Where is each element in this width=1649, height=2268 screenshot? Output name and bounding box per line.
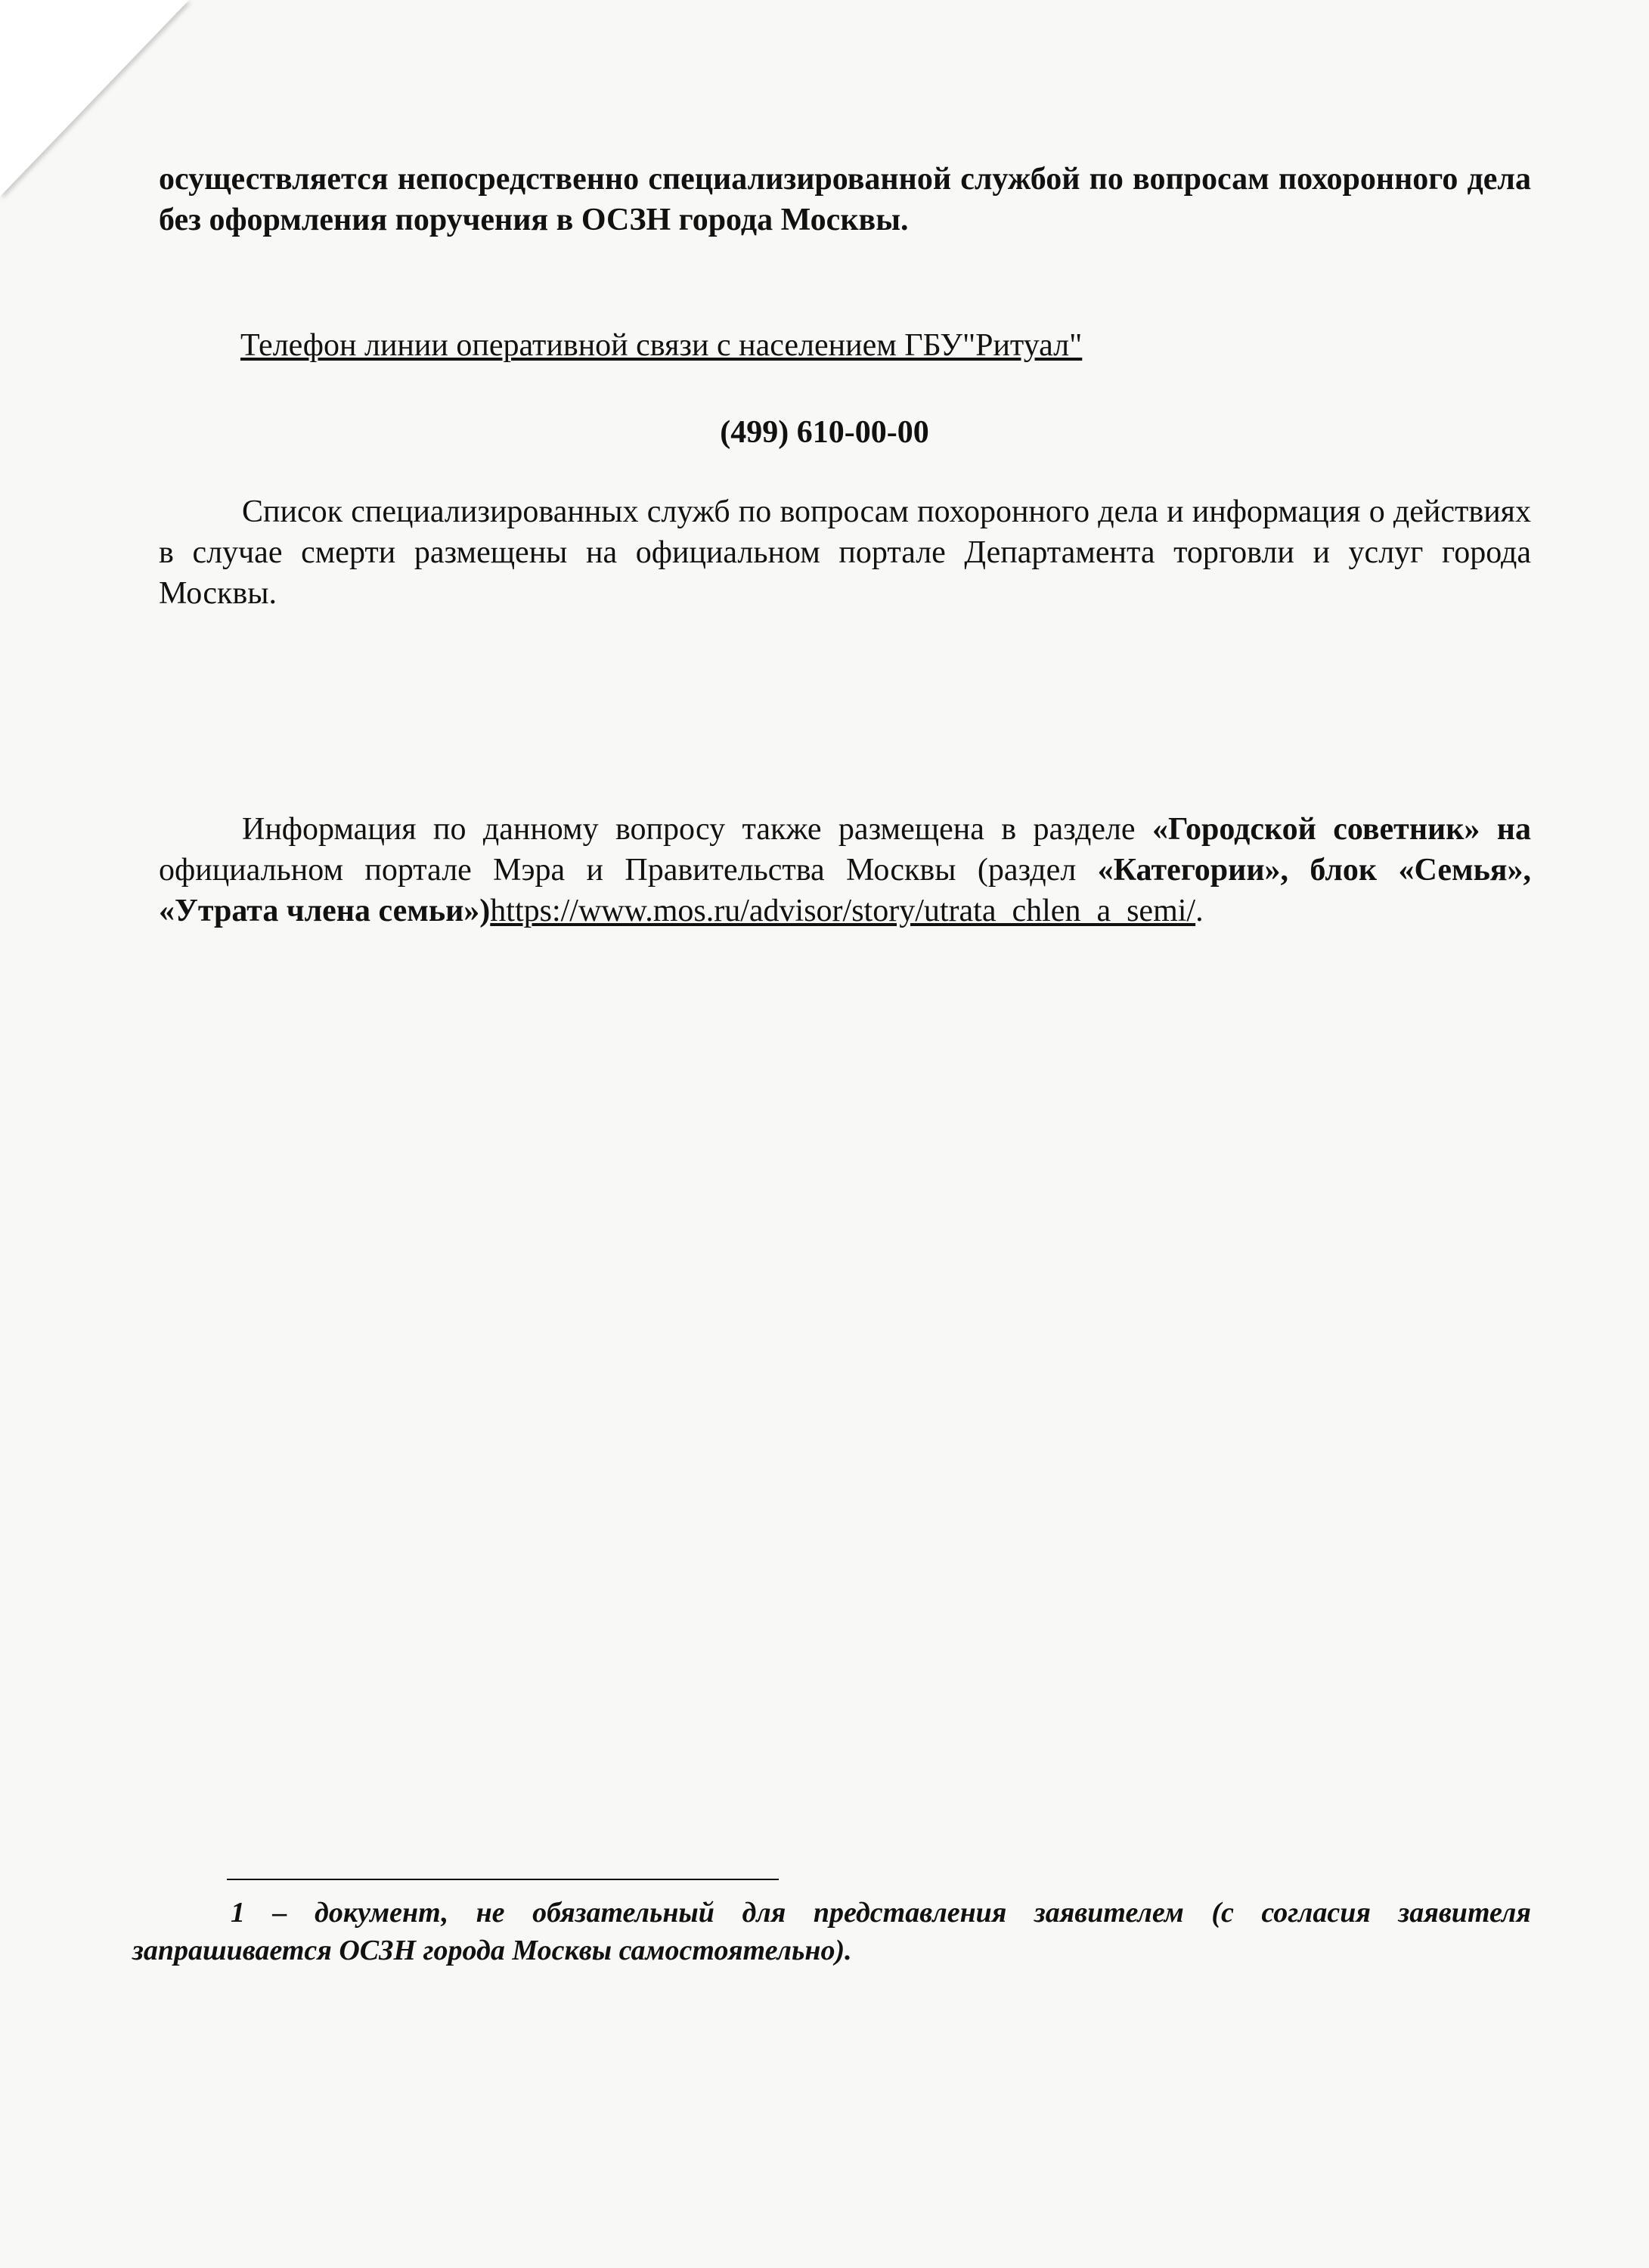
services-paragraph xyxy=(159,491,1531,614)
info-lead: Информация по данному вопросу также размещена в разделе xyxy=(242,812,1152,847)
phone-label: Телефон линии оперативной связи с населением ГБУ"Ритуал" xyxy=(240,328,1083,363)
intro-paragraph xyxy=(159,159,1531,240)
info-text xyxy=(159,809,1531,931)
footnote-text: 1 – документ, не обязательный для представления заявителем (с согласия заявителя запрашивается ОСЗН города Москвы самостоятельно). xyxy=(132,1897,1531,1966)
info-bold-category: «Категории», блок «Семья», «Утрата члена семьи») xyxy=(159,853,1531,928)
info-paragraph xyxy=(159,809,1531,931)
services-text: Список специализированных служб по вопросам похоронного дела и информация о действиях в случае смерти размещены на официальном портале Департамента торговли и услуг города Москвы. xyxy=(159,494,1531,611)
info-end: . xyxy=(1195,894,1204,928)
info-link[interactable]: https://www.mos.ru/advisor/story/utrata_chlen_a_semi/ xyxy=(490,894,1196,928)
info-bold-section: «Городской советник» на xyxy=(1152,812,1532,847)
intro-text: осуществляется непосредственно специализированной службой по вопросам похоронного дела без оформления поручения в ОСЗН города Москвы. xyxy=(159,162,1531,237)
footnote-divider xyxy=(227,1879,779,1880)
info-mid: официальном портале Мэра и Правительства Москвы (раздел xyxy=(159,853,1098,888)
phone-number: (499) 610-00-00 xyxy=(720,415,929,450)
